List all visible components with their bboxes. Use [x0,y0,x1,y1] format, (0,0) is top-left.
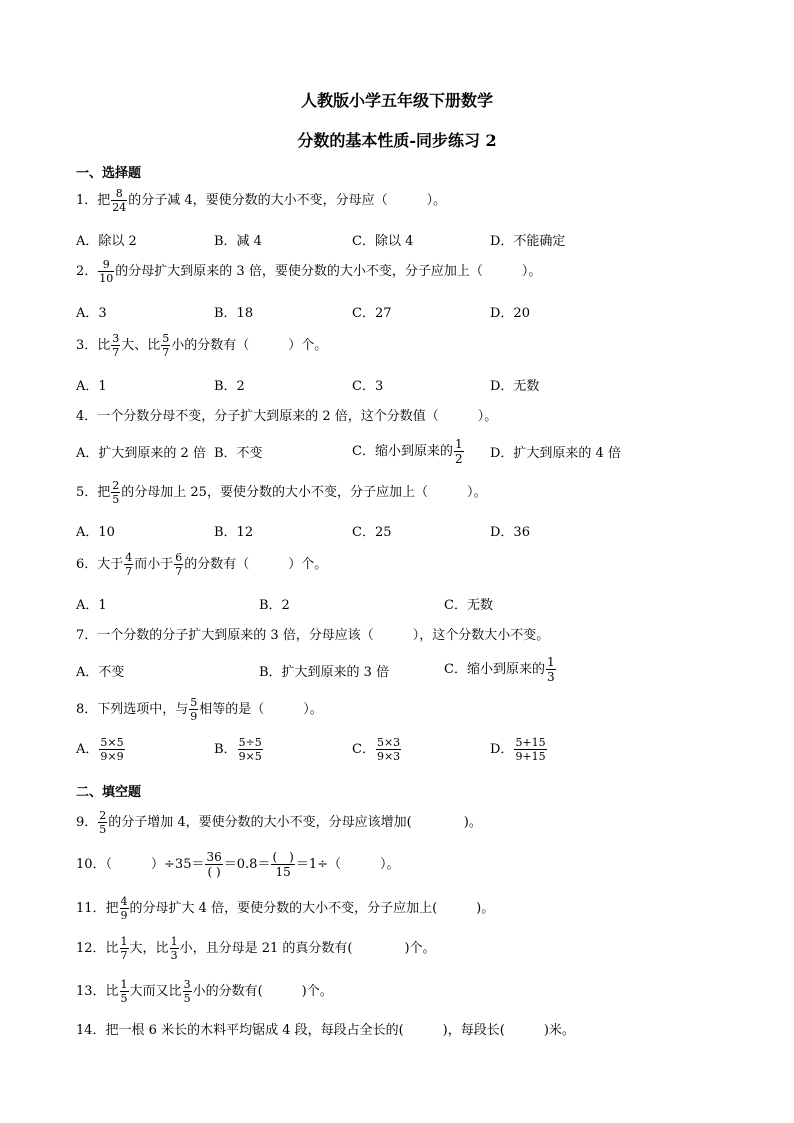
option-b[interactable]: B．18 [214,306,254,321]
option-c[interactable]: C．25 [352,525,392,540]
option-d[interactable]: D．扩大到原来的 4 倍 [490,446,621,461]
question-2: 2． $\frac{9}{10}$ 的分母扩大到原来的 3 倍，要使分数的大小不变，分子应加上（ ）。 [76,258,542,285]
option-a[interactable]: A． $\frac{5\times 5}{9\times 9}$ [76,736,124,763]
option-a[interactable]: A．扩大到原来的 2 倍 [76,446,206,461]
option-d[interactable]: D．无数 [490,379,540,394]
option-b[interactable]: B．2 [259,598,290,613]
question-10: 10．（ ）÷35＝ $\frac{36}{( )}$ ＝0.8＝ $\frac{( )}{15}$ ＝1÷（ ）。 [76,850,400,879]
section-heading-fill: 二、填空题 [76,785,142,800]
question-1: 1．把 $\frac{8}{24}$ 的分子减 4，要使分数的大小不变，分母应（ ）。 [76,187,447,214]
question-7: 7．一个分数的分子扩大到原来的 3 倍，分母应该（ ），这个分数大小不变。 [76,628,550,643]
option-a[interactable]: A．3 [76,306,107,321]
option-c[interactable]: C．无数 [444,598,493,613]
section-heading-choice: 一、选择题 [76,166,142,181]
option-a[interactable]: A．除以 2 [76,234,137,249]
question-14: 14．把一根 6 米长的木料平均锯成 4 段，每段占全长的( )，每段长( )米。 [76,1023,575,1038]
question-3: 3．比 $\frac{3}{7}$ 大、比 $\frac{5}{7}$ 小的分数有（ ）个。 [76,332,328,359]
option-c[interactable]: C．除以 4 [352,234,414,249]
question-6: 6．大于 $\frac{4}{7}$ 而小于 $\frac{6}{7}$ 的分数有（ ）个。 [76,551,328,578]
document-title: 人教版小学五年级下册数学 [300,91,493,110]
document-subtitle: 分数的基本性质-同步练习 2 [297,131,497,150]
option-c[interactable]: C．27 [352,306,392,321]
option-d[interactable]: D．36 [490,525,530,540]
question-4: 4．一个分数分母不变，分子扩大到原来的 2 倍，这个分数值（ ）。 [76,409,498,424]
option-b[interactable]: B．扩大到原来的 3 倍 [259,665,390,680]
option-a[interactable]: A．10 [76,525,115,540]
option-c[interactable]: C．3 [352,379,384,394]
question-12: 12．比 $\frac{1}{7}$ 大，比 $\frac{1}{3}$ 小，且分母是 21 的真分数有( )个。 [76,935,436,962]
option-b[interactable]: B．2 [214,379,245,394]
option-d[interactable]: D． $\frac{5+15}{9+15}$ [490,736,546,763]
option-b[interactable]: B．12 [214,525,254,540]
question-11: 11．把 $\frac{4}{9}$ 的分母扩大 4 倍，要使分数的大小不变，分子应加上( )。 [76,895,495,922]
option-b[interactable]: B．不变 [214,446,263,461]
option-b[interactable]: B．减 4 [214,234,262,249]
question-9: 9． $\frac{2}{5}$ 的分子增加 4，要使分数的大小不变，分母应该增加( )。 [76,809,482,836]
option-a[interactable]: A．1 [76,598,107,613]
option-c[interactable]: C．缩小到原来的 $\frac{1}{3}$ [444,655,555,684]
question-5: 5．把 $\frac{2}{5}$ 的分母加上 25，要使分数的大小不变，分子应加上（ ）。 [76,479,487,506]
option-a[interactable]: A．不变 [76,665,125,680]
question-13: 13．比 $\frac{1}{5}$ 大而又比 $\frac{3}{5}$ 小的分数有( )个。 [76,978,333,1005]
option-c[interactable]: C． $\frac{5\times 3}{9\times 3}$ [352,736,401,763]
option-d[interactable]: D．不能确定 [490,234,566,249]
option-a[interactable]: A．1 [76,379,107,394]
question-8: 8．下列选项中，与 $\frac{5}{9}$ 相等的是（ ）。 [76,696,323,723]
option-d[interactable]: D．20 [490,306,530,321]
option-c[interactable]: C．缩小到原来的 $\frac{1}{2}$ [352,437,463,466]
option-b[interactable]: B． $\frac{5\div 5}{9\times 5}$ [214,736,262,763]
